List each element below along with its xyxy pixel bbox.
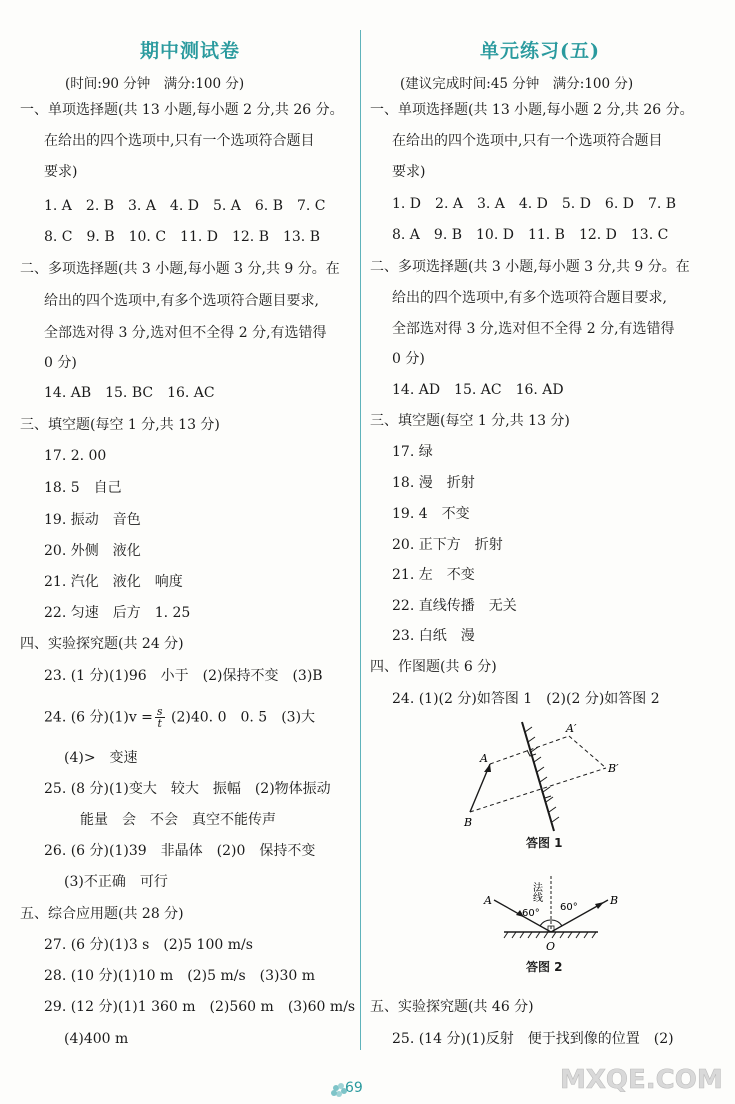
reflected-arrow	[595, 902, 604, 909]
surface-hatching	[504, 932, 596, 938]
right-line: 1. D 2. A 3. A 4. D 5. D 6. D 7. B	[392, 196, 677, 212]
left-line: 三、填空题(每空 1 分,共 13 分)	[20, 417, 220, 433]
fraction-numerator: s	[156, 705, 163, 718]
left-line: 26. (6 分)(1)39 非晶体 (2)0 保持不变	[44, 843, 316, 859]
image-a1b1	[569, 736, 606, 768]
right-line: 四、作图题(共 6 分)	[370, 659, 497, 675]
watermark-logo	[540, 1026, 730, 1096]
right-line: 23. 白纸 漫	[392, 628, 475, 644]
left-title: 期中测试卷	[140, 40, 241, 62]
right-line: 17. 绿	[392, 444, 433, 460]
angle-label-2: 60°	[560, 902, 578, 913]
left-line: 18. 5 自己	[44, 480, 122, 496]
figure-1-caption: 答图 1	[526, 836, 563, 850]
left-line: 14. AB 15. BC 16. AC	[44, 385, 215, 401]
left-line: 27. (6 分)(1)3 s (2)5 100 m/s	[44, 937, 253, 953]
left-line-24	[44, 706, 315, 729]
right-line: 三、填空题(每空 1 分,共 13 分)	[370, 413, 570, 429]
left-line: 17. 2. 00	[44, 448, 107, 464]
right-line: 0 分)	[392, 351, 425, 367]
right-line: 21. 左 不变	[392, 567, 475, 583]
left-line: 要求)	[44, 164, 78, 180]
left-line: 五、综合应用题(共 28 分)	[20, 906, 184, 922]
right-line: 25. (14 分)(1)反射 便于找到像的位置 (2)	[392, 1031, 674, 1047]
label-o: O	[546, 940, 556, 953]
left-line: 四、实验探究题(共 24 分)	[20, 636, 184, 652]
left-line: 29. (12 分)(1)1 360 m (2)560 m (3)60 m/s	[44, 999, 356, 1015]
line24-prefix: 24. (6 分)(1)v =	[44, 709, 153, 726]
left-line: 25. (8 分)(1)变大 较大 振幅 (2)物体振动	[44, 781, 331, 797]
right-line: 全部选对得 3 分,选对但不全得 2 分,有选错得	[392, 321, 675, 337]
left-line: (3)不正确 可行	[64, 874, 168, 890]
mirror-hatching	[525, 727, 559, 822]
left-subtitle: (时间:90 分钟 满分:100 分)	[65, 76, 245, 92]
fraction-denominator: t	[157, 717, 162, 730]
right-line: 五、实验探究题(共 46 分)	[370, 999, 534, 1015]
right-line: 给出的四个选项中,有多个选项符合题目要求,	[392, 290, 667, 306]
label-b-prime: B′	[608, 762, 619, 775]
left-line: 8. C 9. B 10. C 11. D 12. B 13. B	[44, 229, 320, 245]
line24-suffix: (2)40. 0 0. 5 (3)大	[171, 709, 316, 726]
angle-label-1: 60°	[522, 908, 540, 919]
column-divider	[360, 30, 361, 1050]
left-line: 23. (1 分)(1)96 小于 (2)保持不变 (3)B	[44, 668, 323, 684]
right-line: 14. AD 15. AC 16. AD	[392, 382, 564, 398]
left-line: 全部选对得 3 分,选对但不全得 2 分,有选错得	[44, 325, 327, 341]
left-line: 28. (10 分)(1)10 m (2)5 m/s (3)30 m	[44, 968, 316, 984]
left-line: 21. 汽化 液化 响度	[44, 574, 183, 590]
left-line: (4)400 m	[64, 1031, 129, 1047]
label-a: A	[484, 894, 492, 907]
right-line: 在给出的四个选项中,只有一个选项符合题目	[392, 133, 663, 149]
right-title: 单元练习(五)	[480, 40, 600, 62]
left-line: 二、多项选择题(共 3 小题,每小题 3 分,共 9 分。在	[20, 261, 340, 277]
answer-figure-2	[474, 864, 624, 956]
right-line: 要求)	[392, 164, 426, 180]
right-line: 8. A 9. B 10. D 11. B 12. D 13. C	[392, 227, 669, 243]
figure-2-caption: 答图 2	[526, 960, 563, 974]
label-a: A	[480, 752, 488, 765]
label-a-prime: A′	[566, 722, 577, 735]
angle-arc-incident	[540, 920, 551, 926]
right-line: 18. 漫 折射	[392, 475, 475, 491]
left-line: (4)> 变速	[64, 750, 138, 766]
arrow-head	[484, 764, 491, 772]
right-line: 二、多项选择题(共 3 小题,每小题 3 分,共 9 分。在	[370, 259, 690, 275]
left-line: 给出的四个选项中,有多个选项符合题目要求,	[44, 293, 319, 309]
left-line: 1. A 2. B 3. A 4. D 5. A 6. B 7. C	[44, 198, 326, 214]
velocity-fraction	[155, 706, 165, 729]
right-line: 22. 直线传播 无关	[392, 598, 517, 614]
left-line: 22. 匀速 后方 1. 25	[44, 605, 191, 621]
right-line: 24. (1)(2 分)如答图 1 (2)(2 分)如答图 2	[392, 691, 660, 707]
left-line: 19. 振动 音色	[44, 512, 141, 528]
page-number: 69	[345, 1080, 363, 1096]
watermark-text: MXQE.COM	[560, 1065, 723, 1095]
right-line: 19. 4 不变	[392, 506, 470, 522]
label-b: B	[610, 894, 619, 907]
angle-arc-reflected	[551, 920, 562, 926]
normal-label: 法线	[530, 882, 542, 902]
right-line: 一、单项选择题(共 13 小题,每小题 2 分,共 26 分。	[370, 102, 694, 118]
left-line: 20. 外侧 液化	[44, 543, 141, 559]
left-line: 一、单项选择题(共 13 小题,每小题 2 分,共 26 分。	[20, 102, 344, 118]
right-subtitle: (建议完成时间:45 分钟 满分:100 分)	[400, 76, 634, 92]
right-line: 20. 正下方 折射	[392, 537, 503, 553]
mirror-line	[522, 722, 554, 831]
label-b: B	[464, 816, 473, 829]
left-line: 0 分)	[44, 355, 77, 371]
answer-figure-1	[454, 716, 634, 836]
left-line: 能量 会 不会 真空不能传声	[80, 812, 276, 828]
left-line: 在给出的四个选项中,只有一个选项符合题目	[44, 133, 315, 149]
